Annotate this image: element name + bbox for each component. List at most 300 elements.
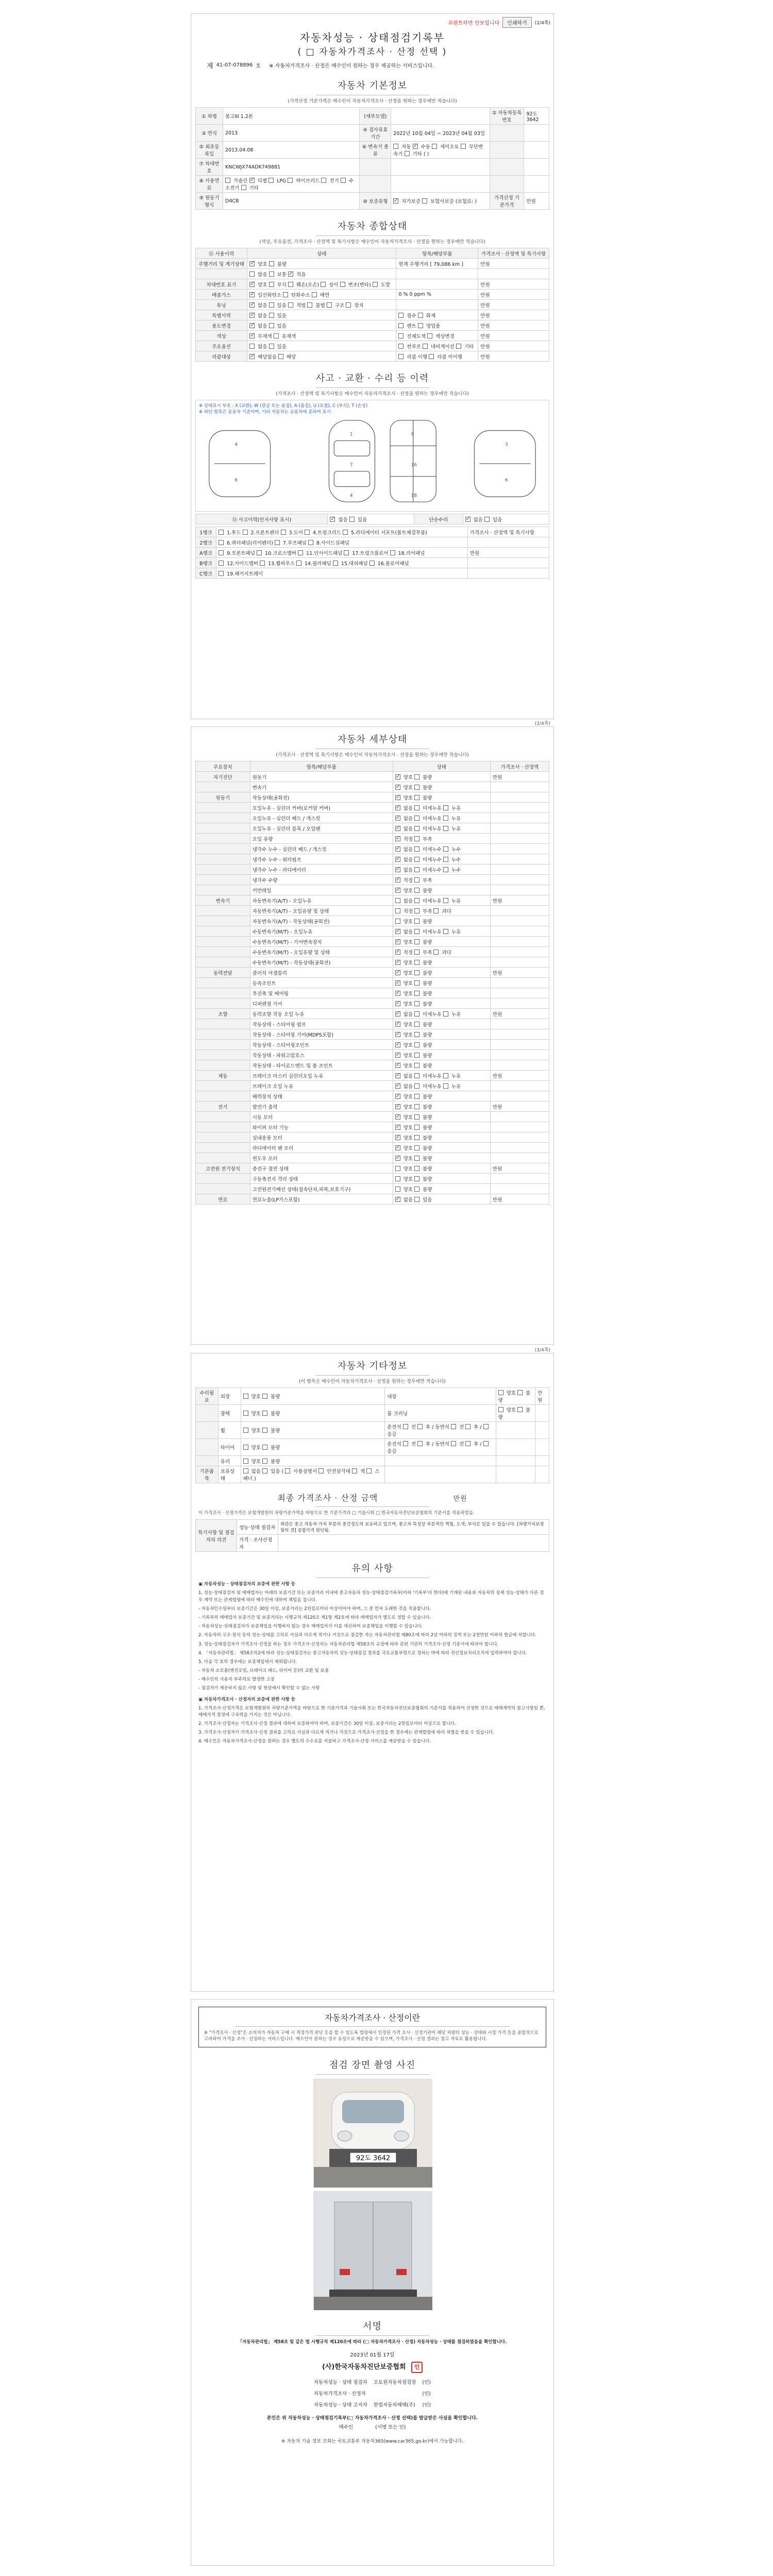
- checkbox[interactable]: [346, 302, 351, 308]
- checkbox[interactable]: [369, 561, 375, 566]
- checkbox[interactable]: [403, 1441, 408, 1446]
- checkbox[interactable]: [414, 950, 419, 955]
- checkbox[interactable]: [243, 530, 248, 535]
- other-title: 자동차 기타정보: [191, 1353, 553, 1376]
- print-header: [191, 14, 553, 31]
- svg-text:3: 3: [505, 442, 508, 448]
- checkbox[interactable]: [275, 540, 280, 545]
- checkbox[interactable]: [398, 323, 404, 328]
- checkbox[interactable]: [344, 550, 349, 555]
- checkbox-checked[interactable]: [395, 929, 400, 934]
- checkbox[interactable]: [414, 867, 419, 872]
- checkbox[interactable]: [340, 282, 345, 287]
- checkbox[interactable]: [398, 313, 404, 318]
- checkbox-checked[interactable]: [395, 950, 400, 955]
- detail-cell: 구동축전지 격리 상태: [250, 1174, 393, 1184]
- checkbox-checked[interactable]: [395, 980, 400, 986]
- checkbox[interactable]: [423, 344, 428, 349]
- checkbox[interactable]: [225, 178, 230, 183]
- checkbox-checked[interactable]: [249, 178, 255, 183]
- checkbox[interactable]: [418, 313, 423, 318]
- detail-cell: ✓ 없음 미세누유 누유: [393, 1009, 490, 1019]
- checkbox[interactable]: [305, 530, 310, 535]
- checkbox[interactable]: [443, 857, 448, 862]
- checkbox[interactable]: [414, 1187, 419, 1192]
- checkbox-checked[interactable]: [288, 272, 293, 277]
- photos-title: 점검 장면 촬영 사진: [191, 2053, 553, 2075]
- sign-row: [311, 2376, 434, 2387]
- checkbox[interactable]: [414, 1063, 419, 1068]
- checkbox[interactable]: [414, 1042, 419, 1047]
- other-row: [196, 1439, 549, 1456]
- checkbox[interactable]: [414, 1104, 419, 1109]
- checkbox[interactable]: [422, 198, 427, 204]
- checkbox-checked[interactable]: [249, 302, 255, 308]
- checkbox-checked[interactable]: [395, 970, 400, 975]
- detail-cell: ✓ 없음 미세누수 누수: [393, 854, 490, 865]
- detail-cell: [196, 1153, 250, 1163]
- checkbox-checked[interactable]: [395, 888, 400, 893]
- checkbox[interactable]: [443, 805, 448, 810]
- checkbox[interactable]: [283, 292, 288, 297]
- checkbox-checked[interactable]: [249, 261, 255, 266]
- checkbox[interactable]: [443, 1011, 448, 1016]
- checkbox[interactable]: [517, 1390, 523, 1395]
- checkbox[interactable]: [219, 530, 224, 535]
- overall-cell: ✓ 일산화탄소 탄화수소 매연: [247, 290, 396, 300]
- detail-cell: 작동상태 - 스티어링조인트: [250, 1040, 393, 1050]
- print-button[interactable]: 인쇄하기: [502, 17, 532, 28]
- checkbox[interactable]: [390, 550, 395, 555]
- checkbox[interactable]: [417, 1424, 423, 1429]
- overall-title: 자동차 종합상태: [191, 214, 553, 236]
- detail-cell: 적정 부족 과다: [393, 906, 490, 916]
- checkbox[interactable]: [414, 1011, 419, 1016]
- checkbox[interactable]: [373, 282, 378, 287]
- checkbox[interactable]: [433, 950, 439, 955]
- rank-cell: 19.패키지트레이: [216, 568, 468, 579]
- checkbox[interactable]: [443, 1073, 448, 1078]
- checkbox[interactable]: [414, 1197, 419, 1202]
- checkbox-checked[interactable]: [395, 1011, 400, 1016]
- checkbox[interactable]: [274, 333, 279, 338]
- checkbox[interactable]: [398, 354, 404, 359]
- checkbox[interactable]: [432, 144, 437, 149]
- overall-cell: 색상: [196, 331, 247, 341]
- detail-cell: 수동변속기(M/T) - 작동상태(공회전): [250, 957, 393, 968]
- detail-cell: 오일누유 - 실린더 헤드 / 개스킷: [250, 813, 393, 823]
- detail-row: [196, 947, 549, 957]
- checkbox[interactable]: [395, 1176, 400, 1181]
- detail-cell: 클러치 어셈블리: [250, 968, 393, 978]
- rank-cell: 2랭크: [196, 537, 216, 548]
- checkbox[interactable]: [352, 1468, 357, 1473]
- detail-cell: 작동상태 - 스티어링 기어(MDPS포함): [250, 1029, 393, 1040]
- rank-cell: 6.쿼터패널(리어펜더) 7.루프패널 8.사이드실패널: [216, 537, 468, 548]
- page-label: (1/4쪽): [534, 21, 550, 26]
- checkbox[interactable]: [443, 929, 448, 934]
- basic-row: [196, 125, 549, 142]
- checkbox[interactable]: [517, 1407, 523, 1412]
- checkbox-checked[interactable]: [395, 826, 400, 831]
- checkbox[interactable]: [451, 1424, 456, 1429]
- checkbox[interactable]: [414, 991, 419, 996]
- checkbox[interactable]: [414, 846, 419, 852]
- checkbox[interactable]: [321, 178, 326, 183]
- checkbox-checked[interactable]: [249, 354, 255, 359]
- checkbox[interactable]: [395, 908, 400, 913]
- checkbox-checked[interactable]: [249, 323, 255, 328]
- detail-cell: 양호 불량: [393, 1184, 490, 1194]
- detail-cell: [196, 1122, 250, 1132]
- detail-cell: 없음 미세누유 누유: [393, 895, 490, 906]
- photo-rear: [313, 2191, 432, 2310]
- checkbox[interactable]: [281, 530, 286, 535]
- checkbox[interactable]: [414, 1125, 419, 1130]
- checkbox[interactable]: [414, 805, 419, 810]
- checkbox[interactable]: [288, 178, 293, 183]
- checkbox[interactable]: [219, 550, 224, 555]
- checkbox[interactable]: [414, 1114, 419, 1120]
- checkbox[interactable]: [414, 1094, 419, 1099]
- overall-row: [196, 310, 549, 320]
- overall-cell: [478, 269, 549, 279]
- checkbox-checked[interactable]: [465, 517, 470, 522]
- detail-cell: [490, 1040, 549, 1050]
- checkbox[interactable]: [451, 1441, 456, 1446]
- checkbox[interactable]: [219, 561, 224, 566]
- checkbox[interactable]: [414, 929, 419, 934]
- basic-cell: ⑧ 사용연료: [196, 176, 223, 193]
- checkbox[interactable]: [288, 302, 293, 308]
- checkbox[interactable]: [269, 302, 274, 308]
- checkbox[interactable]: [414, 939, 419, 944]
- checkbox[interactable]: [269, 323, 274, 328]
- checkbox[interactable]: [269, 282, 274, 287]
- checkbox[interactable]: [414, 1083, 419, 1089]
- doc-title: 자동차성능 · 상태점검기록부: [300, 31, 445, 44]
- checkbox-checked[interactable]: [395, 1197, 400, 1202]
- checkbox-checked[interactable]: [395, 1094, 400, 1099]
- detail-cell: [196, 782, 250, 792]
- checkbox[interactable]: [403, 1424, 408, 1429]
- checkbox[interactable]: [414, 960, 419, 965]
- detail-cell: ✓ 양호 불량: [393, 968, 490, 978]
- checkbox[interactable]: [414, 1022, 419, 1027]
- checkbox-checked[interactable]: [395, 1104, 400, 1109]
- checkbox[interactable]: [243, 1394, 248, 1399]
- checkbox[interactable]: [269, 261, 274, 266]
- checkbox[interactable]: [414, 1135, 419, 1140]
- detail-cell: [490, 865, 549, 875]
- sign-title: 서명: [191, 2314, 553, 2336]
- checkbox[interactable]: [393, 144, 398, 149]
- detail-cell: 작동상태(공회전): [250, 792, 393, 803]
- checkbox[interactable]: [414, 836, 419, 841]
- overall-row: [196, 351, 549, 362]
- checkbox-checked[interactable]: [395, 939, 400, 944]
- detail-cell: 연료: [196, 1194, 250, 1205]
- checkbox[interactable]: [395, 919, 400, 924]
- checkbox-checked[interactable]: [395, 1135, 400, 1140]
- checkbox[interactable]: [414, 877, 419, 883]
- checkbox[interactable]: [307, 302, 312, 308]
- other-cell: [496, 1422, 535, 1439]
- checkbox[interactable]: [414, 857, 419, 862]
- notes-item: - 기록부의 매매업자 보증기간 및 보증거리는 시행규칙 제120조 제1항 제2호에 따라 매매업자가 별도로 정할 수 있습니다.: [198, 1615, 431, 1620]
- checkbox-checked[interactable]: [395, 1032, 400, 1037]
- checkbox[interactable]: [395, 898, 400, 903]
- checkbox[interactable]: [414, 774, 419, 779]
- detail-cell: [196, 1132, 250, 1143]
- overall-cell: ✓ 없음 있음: [247, 320, 396, 331]
- checkbox-checked[interactable]: [395, 785, 400, 790]
- doc-number-suffix: 호: [256, 63, 261, 69]
- checkbox-checked[interactable]: [395, 1053, 400, 1058]
- checkbox[interactable]: [456, 344, 461, 349]
- checkbox[interactable]: [443, 867, 448, 872]
- checkbox[interactable]: [269, 344, 274, 349]
- checkbox[interactable]: [296, 561, 301, 566]
- checkbox[interactable]: [429, 354, 434, 359]
- other-cell: 양호 불량: [241, 1405, 385, 1422]
- other-price-unit: 만원: [535, 1388, 549, 1405]
- checkbox[interactable]: [414, 1001, 419, 1006]
- checkbox[interactable]: [465, 1441, 470, 1446]
- checkbox[interactable]: [395, 1187, 400, 1192]
- rank-cell: B랭크: [196, 558, 216, 568]
- checkbox-checked[interactable]: [395, 1001, 400, 1006]
- checkbox[interactable]: [243, 1459, 248, 1464]
- basic-cell: 2013: [223, 125, 360, 142]
- detail-cell: 배력장치 상태: [250, 1091, 393, 1101]
- checkbox[interactable]: [498, 1407, 503, 1412]
- checkbox[interactable]: [243, 1468, 248, 1473]
- svg-text:4: 4: [234, 442, 238, 448]
- checkbox-checked[interactable]: [395, 1156, 400, 1161]
- checkbox-checked[interactable]: [395, 1063, 400, 1068]
- checkbox-checked[interactable]: [395, 991, 400, 996]
- checkbox[interactable]: [219, 571, 224, 576]
- checkbox[interactable]: [414, 1166, 419, 1171]
- checkbox-checked[interactable]: [395, 1042, 400, 1047]
- checkbox-checked[interactable]: [395, 867, 400, 872]
- sign-org: (사)한국자동차진단보증협회: [322, 2363, 406, 2371]
- checkbox[interactable]: [484, 517, 490, 522]
- plate-text: 92도 3642: [356, 2154, 390, 2162]
- detail-cell: [196, 844, 250, 854]
- checkbox[interactable]: [417, 1441, 423, 1446]
- rank-row: [196, 548, 549, 558]
- checkbox[interactable]: [414, 1156, 419, 1161]
- checkbox[interactable]: [443, 816, 448, 821]
- checkbox[interactable]: [461, 144, 466, 149]
- other-cell: 내장: [385, 1388, 496, 1405]
- checkbox[interactable]: [269, 272, 274, 277]
- checkbox[interactable]: [262, 1445, 267, 1450]
- sign-seal: 인: [411, 2362, 423, 2373]
- checkbox[interactable]: [327, 302, 332, 308]
- checkbox[interactable]: [414, 826, 419, 831]
- checkbox[interactable]: [241, 185, 246, 190]
- checkbox-checked[interactable]: [395, 960, 400, 965]
- detail-row: [196, 772, 549, 782]
- checkbox[interactable]: [341, 178, 346, 183]
- checkbox[interactable]: [262, 1468, 267, 1473]
- checkbox-checked[interactable]: [395, 1125, 400, 1130]
- checkbox[interactable]: [498, 1390, 503, 1395]
- page-3: [191, 1348, 554, 1992]
- detail-cell: 충전구 절연 상태: [250, 1163, 393, 1174]
- checkbox[interactable]: [443, 826, 448, 831]
- checkbox[interactable]: [349, 517, 355, 522]
- checkbox[interactable]: [285, 1468, 290, 1473]
- other-row: [196, 1405, 549, 1422]
- overall-cell: 튜닝: [196, 300, 247, 310]
- checkbox-checked[interactable]: [249, 292, 255, 297]
- rank-row: [196, 537, 549, 548]
- sign-date: 2023년 01월 17일: [350, 2352, 395, 2358]
- detail-cell: 자동변속기(A/T) - 작동상태(공회전): [250, 916, 393, 926]
- sign-row: [311, 2399, 434, 2410]
- checkbox-checked[interactable]: [249, 282, 255, 287]
- checkbox[interactable]: [249, 344, 255, 349]
- checkbox[interactable]: [414, 908, 419, 913]
- detail-cell: ✓ 없음 미세누수 누수: [393, 865, 490, 875]
- checkbox[interactable]: [414, 898, 419, 903]
- checkbox[interactable]: [278, 354, 283, 359]
- detail-cell: ✓ 적정 부족 과다: [393, 947, 490, 957]
- detail-row: [196, 1091, 549, 1101]
- checkbox[interactable]: [288, 282, 293, 287]
- checkbox[interactable]: [398, 344, 404, 349]
- detail-header: 가격조사 · 산정액: [490, 761, 549, 772]
- checkbox-checked[interactable]: [395, 816, 400, 821]
- detail-row: [196, 875, 549, 885]
- checkbox-checked[interactable]: [395, 836, 400, 841]
- checkbox[interactable]: [243, 1445, 248, 1450]
- checkbox[interactable]: [333, 561, 338, 566]
- checkbox[interactable]: [414, 970, 419, 975]
- checkbox-checked[interactable]: [413, 144, 418, 149]
- checkbox[interactable]: [366, 1468, 372, 1473]
- checkbox[interactable]: [414, 888, 419, 893]
- checkbox[interactable]: [427, 333, 432, 338]
- svg-text:4: 4: [349, 493, 353, 499]
- other-cell: [196, 1405, 219, 1422]
- checkbox[interactable]: [414, 795, 419, 800]
- checkbox[interactable]: [443, 1083, 448, 1089]
- checkbox[interactable]: [405, 151, 410, 156]
- checkbox[interactable]: [443, 846, 448, 852]
- checkbox[interactable]: [443, 898, 448, 903]
- detail-row: [196, 968, 549, 978]
- checkbox[interactable]: [268, 178, 274, 183]
- checkbox-checked[interactable]: [395, 877, 400, 883]
- checkbox[interactable]: [414, 785, 419, 790]
- checkbox-checked[interactable]: [395, 774, 400, 779]
- checkbox[interactable]: [260, 561, 265, 566]
- detail-cell: [196, 906, 250, 916]
- checkbox-checked[interactable]: [395, 1114, 400, 1120]
- detail-cell: 양호 불량: [393, 916, 490, 926]
- checkbox[interactable]: [418, 323, 423, 328]
- checkbox[interactable]: [298, 550, 303, 555]
- detail-cell: 수동변속기(M/T) - 기어변속장치: [250, 937, 393, 947]
- checkbox[interactable]: [395, 1166, 400, 1171]
- detail-cell: 원동기: [196, 792, 250, 803]
- detail-cell: [196, 834, 250, 844]
- checkbox[interactable]: [465, 1424, 470, 1429]
- checkbox[interactable]: [414, 816, 419, 821]
- checkbox[interactable]: [433, 908, 439, 913]
- checkbox[interactable]: [262, 1428, 267, 1433]
- other-row: [196, 1422, 549, 1439]
- checkbox-checked[interactable]: [395, 1073, 400, 1078]
- checkbox[interactable]: [321, 282, 326, 287]
- checkbox[interactable]: [483, 1424, 489, 1429]
- checkbox-checked[interactable]: [395, 1022, 400, 1027]
- overall-cell: 리콜대상: [196, 351, 247, 362]
- checkbox[interactable]: [414, 1176, 419, 1181]
- checkbox[interactable]: [483, 1441, 489, 1446]
- checkbox[interactable]: [262, 1394, 267, 1399]
- overall-cell: 0 % 0 ppm %: [396, 290, 478, 300]
- checkbox[interactable]: [257, 550, 262, 555]
- checkbox[interactable]: [414, 980, 419, 986]
- checkbox[interactable]: [318, 1468, 324, 1473]
- checkbox[interactable]: [262, 1459, 267, 1464]
- checkbox[interactable]: [414, 1032, 419, 1037]
- checkbox[interactable]: [414, 1073, 419, 1078]
- notes-item: 2. 가격조사·산정자는 가격조사·산정 결과에 대하여 보증하여야 하며, 보증기간은 30일 이상, 보증거리는 2천킬로미터 이상으로 합니다.: [198, 1721, 456, 1727]
- detail-cell: [490, 957, 549, 968]
- checkbox[interactable]: [243, 1411, 248, 1416]
- other-cell: [385, 1466, 496, 1483]
- checkbox-checked[interactable]: [330, 517, 335, 522]
- checkbox[interactable]: [414, 919, 419, 924]
- detail-cell: 자동변속기(A/T) - 오일유량 및 상태: [250, 906, 393, 916]
- basic-sub: (가격산정 기준가격은 매수인이 자동차가격조사 · 산정을 원하는 경우에만 적습니다): [288, 99, 457, 104]
- checkbox-checked[interactable]: [395, 857, 400, 862]
- checkbox[interactable]: [269, 313, 274, 318]
- detail-cell: ✓ 없음 미세누유 누유: [393, 803, 490, 813]
- checkbox-checked[interactable]: [395, 846, 400, 852]
- checkbox[interactable]: [343, 530, 348, 535]
- checkbox[interactable]: [219, 540, 224, 545]
- checkbox[interactable]: [249, 272, 255, 277]
- checkbox[interactable]: [243, 1428, 248, 1433]
- checkbox[interactable]: [414, 1053, 419, 1058]
- checkbox-checked[interactable]: [249, 313, 255, 318]
- detail-row: [196, 1153, 549, 1163]
- checkbox[interactable]: [312, 292, 317, 297]
- checkbox-checked[interactable]: [393, 198, 398, 204]
- checkbox-checked[interactable]: [395, 1083, 400, 1089]
- checkbox-checked[interactable]: [395, 805, 400, 810]
- checkbox-checked[interactable]: [395, 1145, 400, 1150]
- checkbox[interactable]: [398, 333, 404, 338]
- detail-row: [196, 813, 549, 823]
- checkbox[interactable]: [262, 1411, 267, 1416]
- checkbox[interactable]: [414, 1145, 419, 1150]
- detail-cell: 시동 모터: [250, 1112, 393, 1122]
- checkbox-checked[interactable]: [395, 795, 400, 800]
- notes-title: 유의 사항: [191, 1556, 553, 1578]
- checkbox[interactable]: [308, 540, 313, 545]
- detail-cell: 자기진단: [196, 772, 250, 782]
- checkbox-checked[interactable]: [249, 333, 255, 338]
